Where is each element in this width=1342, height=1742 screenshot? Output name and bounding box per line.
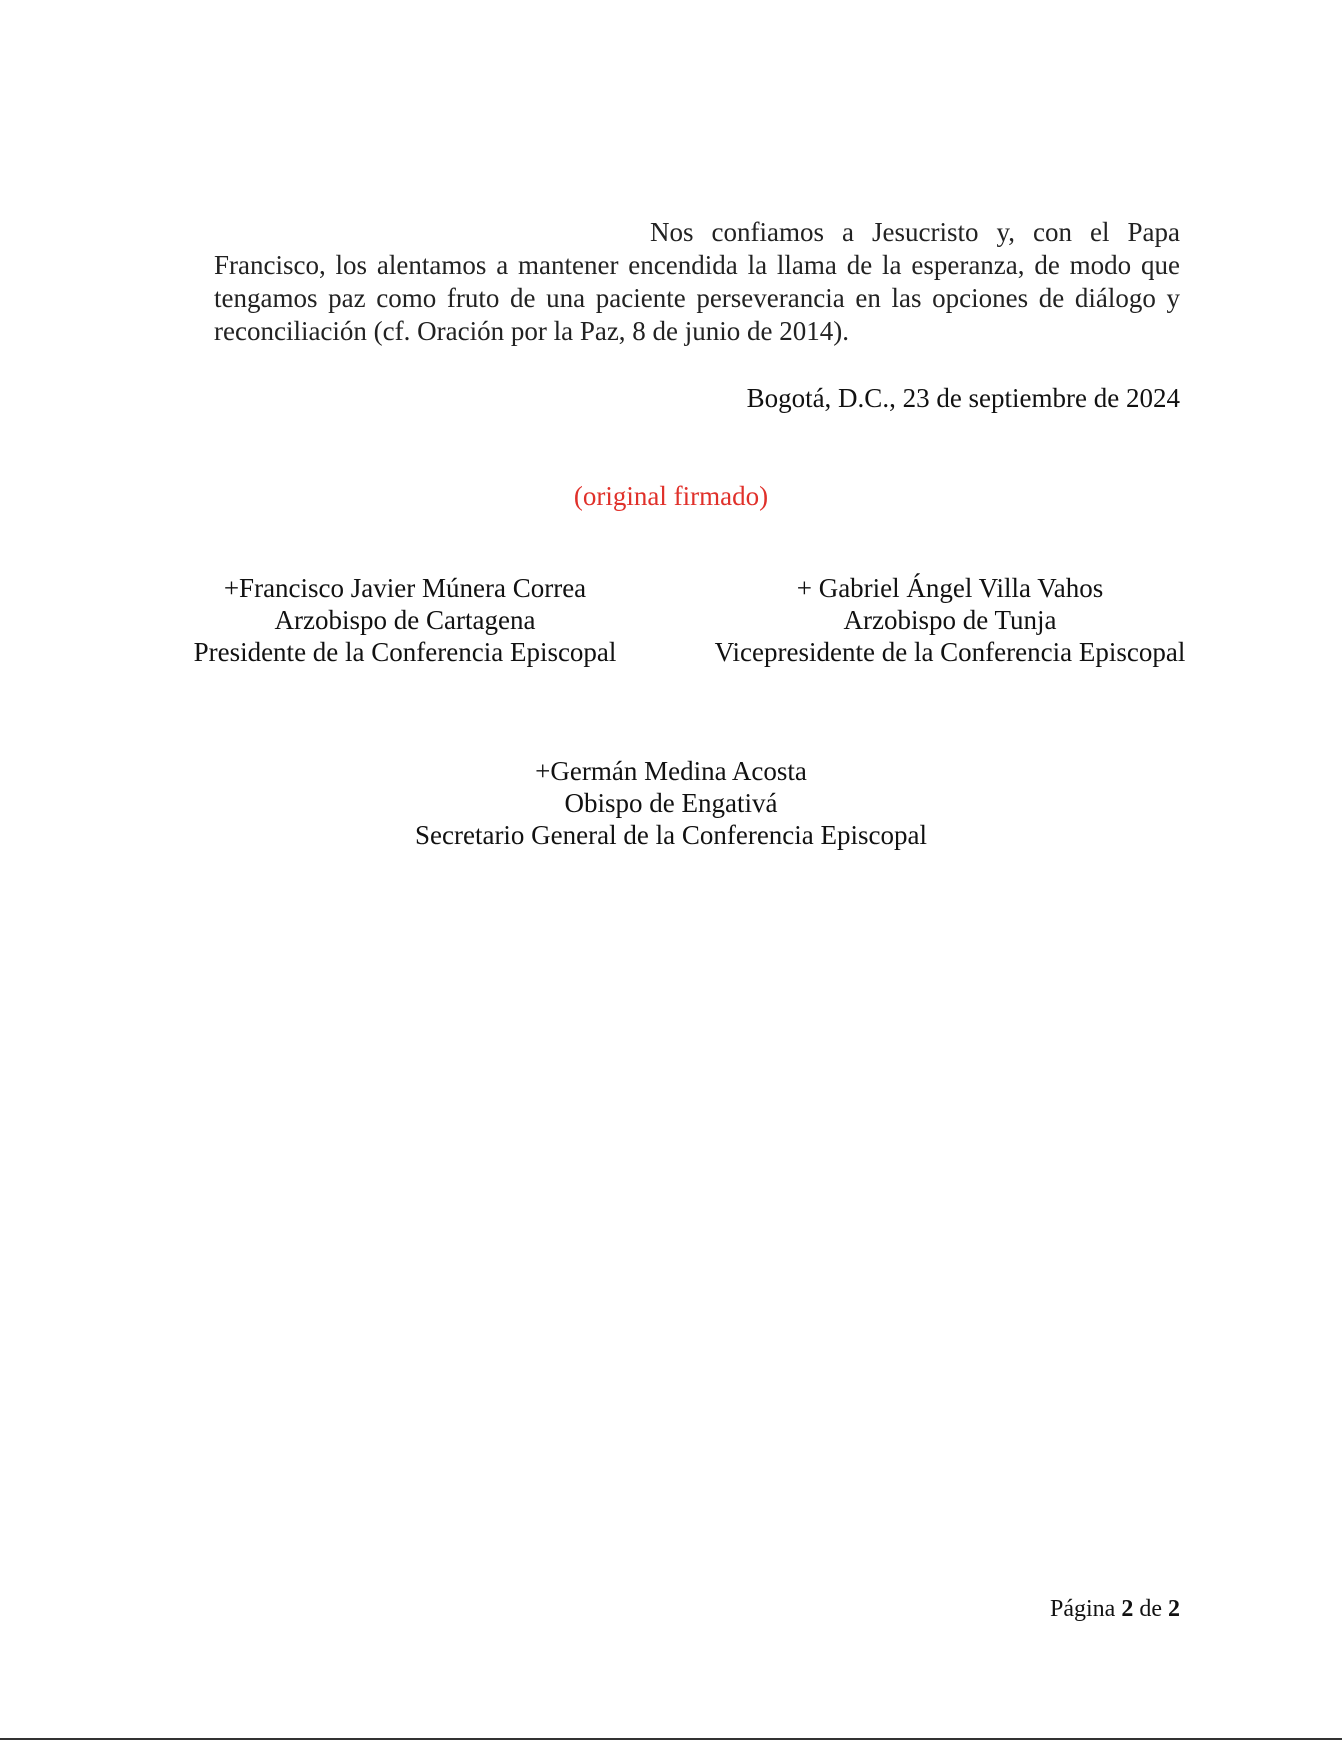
signed-note: (original firmado) — [573, 481, 769, 511]
signatory-role: Secretario General de la Conferencia Episcopal — [415, 820, 927, 850]
signatory-secretary — [371, 755, 971, 851]
page-number-footer — [1050, 1594, 1180, 1624]
signatory-title: Obispo de Engativá — [564, 788, 778, 818]
signatory-role: Vicepresidente de la Conferencia Episcopal — [714, 637, 1186, 667]
signatory-title: Arzobispo de Cartagena — [274, 605, 536, 635]
page-label: Página — [1050, 1596, 1116, 1622]
signatory-name: + Gabriel Ángel Villa Vahos — [796, 573, 1104, 603]
page-total: 2 — [1168, 1596, 1180, 1622]
signatory-title: Arzobispo de Tunja — [843, 605, 1057, 635]
of-label: de — [1139, 1596, 1162, 1622]
bottom-divider — [0, 1738, 1342, 1740]
signatory-name: +Germán Medina Acosta — [535, 756, 807, 786]
page-current: 2 — [1121, 1596, 1134, 1622]
date-line: Bogotá, D.C., 23 de septiembre de 2024 — [746, 383, 1180, 413]
signatory-role: Presidente de la Conferencia Episcopal — [193, 637, 617, 667]
signatory-vicepresident — [680, 572, 1220, 668]
closing-paragraph: Nos confiamos a Jesucristo y, con el Papa Francisco, los alentamos a mantener encendida la llama de la esperanza, de modo que tengamos paz como fruto de una paciente perseverancia en las opciones de diálogo y reconciliación (cf. Oración por la Paz, 8 de junio de 2014). — [214, 217, 1180, 346]
signatory-name: +Francisco Javier Múnera Correa — [223, 573, 587, 603]
signatory-president — [150, 572, 660, 668]
